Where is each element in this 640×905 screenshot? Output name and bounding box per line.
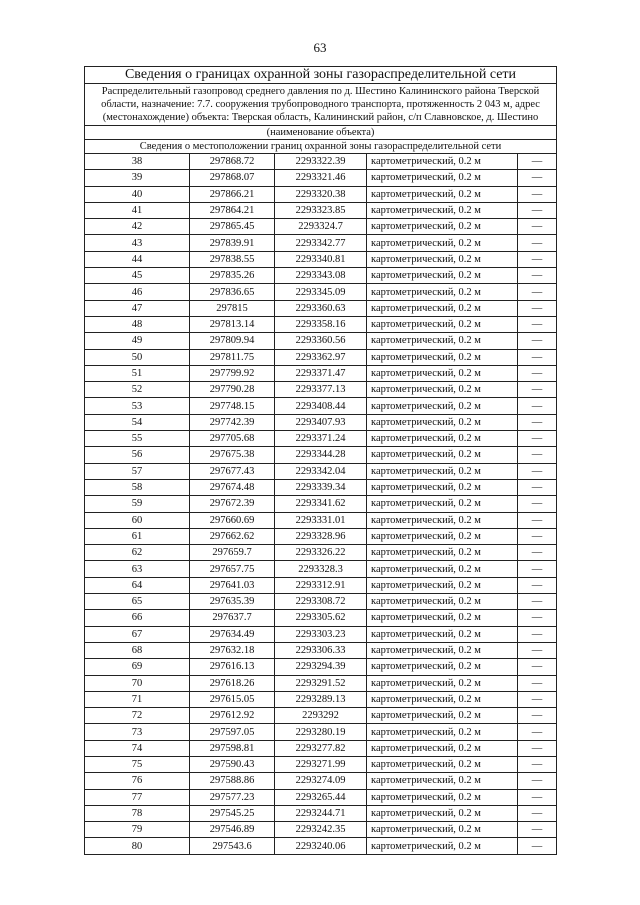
y-coordinate-cell: 2293328.96 xyxy=(275,528,367,544)
point-number-cell: 71 xyxy=(85,691,190,707)
method-cell: картометрический, 0.2 м xyxy=(367,642,518,658)
description-cell: — xyxy=(518,382,557,398)
boundary-table xyxy=(84,66,557,855)
table-row xyxy=(85,724,556,740)
table-row xyxy=(85,479,556,495)
x-coordinate-cell: 297866.21 xyxy=(190,186,275,202)
x-coordinate-cell: 297865.45 xyxy=(190,219,275,235)
x-coordinate-cell: 297545.25 xyxy=(190,805,275,821)
description-cell: — xyxy=(518,594,557,610)
table-row xyxy=(85,414,556,430)
method-cell: картометрический, 0.2 м xyxy=(367,447,518,463)
point-number-cell: 57 xyxy=(85,463,190,479)
x-coordinate-cell: 297675.38 xyxy=(190,447,275,463)
x-coordinate-cell: 297634.49 xyxy=(190,626,275,642)
method-cell: картометрический, 0.2 м xyxy=(367,202,518,218)
method-cell: картометрический, 0.2 м xyxy=(367,479,518,495)
table-row xyxy=(85,349,556,365)
point-number-cell: 43 xyxy=(85,235,190,251)
x-coordinate-cell: 297612.92 xyxy=(190,708,275,724)
y-coordinate-cell: 2293242.35 xyxy=(275,822,367,838)
description-cell: — xyxy=(518,805,557,821)
method-cell: картометрический, 0.2 м xyxy=(367,365,518,381)
x-coordinate-cell: 297641.03 xyxy=(190,577,275,593)
y-coordinate-cell: 2293306.33 xyxy=(275,642,367,658)
x-coordinate-cell: 297790.28 xyxy=(190,382,275,398)
description-cell: — xyxy=(518,219,557,235)
point-number-cell: 40 xyxy=(85,186,190,202)
table-row xyxy=(85,561,556,577)
y-coordinate-cell: 2293240.06 xyxy=(275,838,367,854)
description-cell: — xyxy=(518,268,557,284)
y-coordinate-cell: 2293362.97 xyxy=(275,349,367,365)
description-cell: — xyxy=(518,756,557,772)
method-cell: картометрический, 0.2 м xyxy=(367,431,518,447)
description-cell: — xyxy=(518,659,557,675)
method-cell: картометрический, 0.2 м xyxy=(367,496,518,512)
method-cell: картометрический, 0.2 м xyxy=(367,528,518,544)
method-cell: картометрический, 0.2 м xyxy=(367,708,518,724)
description-cell: — xyxy=(518,447,557,463)
table-row xyxy=(85,805,556,821)
x-coordinate-cell: 297616.13 xyxy=(190,659,275,675)
x-coordinate-cell: 297836.65 xyxy=(190,284,275,300)
method-cell: картометрический, 0.2 м xyxy=(367,805,518,821)
description-cell: — xyxy=(518,202,557,218)
y-coordinate-cell: 2293377.13 xyxy=(275,382,367,398)
y-coordinate-cell: 2293277.82 xyxy=(275,740,367,756)
description-cell: — xyxy=(518,431,557,447)
description-cell: — xyxy=(518,365,557,381)
point-number-cell: 49 xyxy=(85,333,190,349)
method-cell: картометрический, 0.2 м xyxy=(367,154,518,170)
table-row xyxy=(85,235,556,251)
x-coordinate-cell: 297839.91 xyxy=(190,235,275,251)
description-cell: — xyxy=(518,398,557,414)
description-cell: — xyxy=(518,822,557,838)
description-cell: — xyxy=(518,724,557,740)
point-number-cell: 63 xyxy=(85,561,190,577)
table-row xyxy=(85,626,556,642)
point-number-cell: 56 xyxy=(85,447,190,463)
table-row xyxy=(85,268,556,284)
method-cell: картометрический, 0.2 м xyxy=(367,545,518,561)
method-cell: картометрический, 0.2 м xyxy=(367,170,518,186)
point-number-cell: 73 xyxy=(85,724,190,740)
table-row xyxy=(85,528,556,544)
table-row xyxy=(85,756,556,772)
x-coordinate-cell: 297813.14 xyxy=(190,316,275,332)
point-number-cell: 79 xyxy=(85,822,190,838)
y-coordinate-cell: 2293342.77 xyxy=(275,235,367,251)
method-cell: картометрический, 0.2 м xyxy=(367,756,518,772)
y-coordinate-cell: 2293294.39 xyxy=(275,659,367,675)
point-number-cell: 77 xyxy=(85,789,190,805)
x-coordinate-cell: 297659.7 xyxy=(190,545,275,561)
y-coordinate-cell: 2293342.04 xyxy=(275,463,367,479)
table-row xyxy=(85,447,556,463)
description-cell: — xyxy=(518,708,557,724)
y-coordinate-cell: 2293344.28 xyxy=(275,447,367,463)
description-cell: — xyxy=(518,561,557,577)
description-cell: — xyxy=(518,251,557,267)
x-coordinate-cell: 297660.69 xyxy=(190,512,275,528)
x-coordinate-cell: 297635.39 xyxy=(190,594,275,610)
table-row xyxy=(85,170,556,186)
table-row xyxy=(85,659,556,675)
y-coordinate-cell: 2293340.81 xyxy=(275,251,367,267)
x-coordinate-cell: 297799.92 xyxy=(190,365,275,381)
location-subheader: Сведения о местоположении границ охранной зоны газораспределительной сети xyxy=(85,140,556,154)
y-coordinate-cell: 2293358.16 xyxy=(275,316,367,332)
method-cell: картометрический, 0.2 м xyxy=(367,382,518,398)
point-number-cell: 41 xyxy=(85,202,190,218)
y-coordinate-cell: 2293289.13 xyxy=(275,691,367,707)
point-number-cell: 45 xyxy=(85,268,190,284)
description-cell: — xyxy=(518,284,557,300)
description-cell: — xyxy=(518,610,557,626)
point-number-cell: 54 xyxy=(85,414,190,430)
description-cell: — xyxy=(518,512,557,528)
y-coordinate-cell: 2293280.19 xyxy=(275,724,367,740)
x-coordinate-cell: 297868.72 xyxy=(190,154,275,170)
y-coordinate-cell: 2293326.22 xyxy=(275,545,367,561)
x-coordinate-cell: 297809.94 xyxy=(190,333,275,349)
coordinates-table xyxy=(85,154,556,854)
description-cell: — xyxy=(518,577,557,593)
method-cell: картометрический, 0.2 м xyxy=(367,594,518,610)
point-number-cell: 52 xyxy=(85,382,190,398)
x-coordinate-cell: 297615.05 xyxy=(190,691,275,707)
point-number-cell: 72 xyxy=(85,708,190,724)
description-cell: — xyxy=(518,675,557,691)
method-cell: картометрический, 0.2 м xyxy=(367,626,518,642)
method-cell: картометрический, 0.2 м xyxy=(367,414,518,430)
description-cell: — xyxy=(518,496,557,512)
method-cell: картометрический, 0.2 м xyxy=(367,512,518,528)
x-coordinate-cell: 297815 xyxy=(190,300,275,316)
table-row xyxy=(85,202,556,218)
point-number-cell: 75 xyxy=(85,756,190,772)
y-coordinate-cell: 2293331.01 xyxy=(275,512,367,528)
description-cell: — xyxy=(518,838,557,854)
y-coordinate-cell: 2293339.34 xyxy=(275,479,367,495)
table-row xyxy=(85,431,556,447)
x-coordinate-cell: 297597.05 xyxy=(190,724,275,740)
x-coordinate-cell: 297674.48 xyxy=(190,479,275,495)
description-cell: — xyxy=(518,528,557,544)
table-row xyxy=(85,512,556,528)
table-row xyxy=(85,382,556,398)
point-number-cell: 61 xyxy=(85,528,190,544)
description-cell: — xyxy=(518,414,557,430)
table-row xyxy=(85,577,556,593)
method-cell: картометрический, 0.2 м xyxy=(367,561,518,577)
description-cell: — xyxy=(518,626,557,642)
point-number-cell: 48 xyxy=(85,316,190,332)
point-number-cell: 70 xyxy=(85,675,190,691)
description-cell: — xyxy=(518,235,557,251)
point-number-cell: 38 xyxy=(85,154,190,170)
y-coordinate-cell: 2293308.72 xyxy=(275,594,367,610)
y-coordinate-cell: 2293271.99 xyxy=(275,756,367,772)
method-cell: картометрический, 0.2 м xyxy=(367,724,518,740)
description-cell: — xyxy=(518,479,557,495)
x-coordinate-cell: 297868.07 xyxy=(190,170,275,186)
point-number-cell: 39 xyxy=(85,170,190,186)
point-number-cell: 66 xyxy=(85,610,190,626)
table-row xyxy=(85,789,556,805)
description-cell: — xyxy=(518,463,557,479)
y-coordinate-cell: 2293303.23 xyxy=(275,626,367,642)
point-number-cell: 51 xyxy=(85,365,190,381)
point-number-cell: 42 xyxy=(85,219,190,235)
y-coordinate-cell: 2293265.44 xyxy=(275,789,367,805)
table-row xyxy=(85,675,556,691)
point-number-cell: 59 xyxy=(85,496,190,512)
x-coordinate-cell: 297748.15 xyxy=(190,398,275,414)
method-cell: картометрический, 0.2 м xyxy=(367,235,518,251)
y-coordinate-cell: 2293407.93 xyxy=(275,414,367,430)
description-line: (местонахождение) объекта: Тверская область, Калининский район, с/п Славновское, д. Шестино xyxy=(102,112,539,123)
method-cell: картометрический, 0.2 м xyxy=(367,822,518,838)
x-coordinate-cell: 297811.75 xyxy=(190,349,275,365)
y-coordinate-cell: 2293312.91 xyxy=(275,577,367,593)
method-cell: картометрический, 0.2 м xyxy=(367,398,518,414)
x-coordinate-cell: 297864.21 xyxy=(190,202,275,218)
table-row xyxy=(85,594,556,610)
description-cell: — xyxy=(518,642,557,658)
y-coordinate-cell: 2293328.3 xyxy=(275,561,367,577)
x-coordinate-cell: 297543.6 xyxy=(190,838,275,854)
y-coordinate-cell: 2293360.56 xyxy=(275,333,367,349)
description-cell: — xyxy=(518,170,557,186)
method-cell: картометрический, 0.2 м xyxy=(367,675,518,691)
table-row xyxy=(85,838,556,854)
table-row xyxy=(85,610,556,626)
method-cell: картометрический, 0.2 м xyxy=(367,838,518,854)
x-coordinate-cell: 297662.62 xyxy=(190,528,275,544)
table-row xyxy=(85,365,556,381)
point-number-cell: 80 xyxy=(85,838,190,854)
table-row xyxy=(85,186,556,202)
y-coordinate-cell: 2293322.39 xyxy=(275,154,367,170)
y-coordinate-cell: 2293244.71 xyxy=(275,805,367,821)
method-cell: картометрический, 0.2 м xyxy=(367,333,518,349)
y-coordinate-cell: 2293408.44 xyxy=(275,398,367,414)
method-cell: картометрический, 0.2 м xyxy=(367,463,518,479)
table-row xyxy=(85,333,556,349)
method-cell: картометрический, 0.2 м xyxy=(367,740,518,756)
method-cell: картометрический, 0.2 м xyxy=(367,219,518,235)
x-coordinate-cell: 297742.39 xyxy=(190,414,275,430)
y-coordinate-cell: 2293321.46 xyxy=(275,170,367,186)
x-coordinate-cell: 297618.26 xyxy=(190,675,275,691)
table-row xyxy=(85,691,556,707)
point-number-cell: 62 xyxy=(85,545,190,561)
table-row xyxy=(85,284,556,300)
object-description xyxy=(85,84,556,126)
point-number-cell: 65 xyxy=(85,594,190,610)
point-number-cell: 44 xyxy=(85,251,190,267)
x-coordinate-cell: 297838.55 xyxy=(190,251,275,267)
x-coordinate-cell: 297590.43 xyxy=(190,756,275,772)
x-coordinate-cell: 297657.75 xyxy=(190,561,275,577)
table-row xyxy=(85,642,556,658)
y-coordinate-cell: 2293371.47 xyxy=(275,365,367,381)
point-number-cell: 58 xyxy=(85,479,190,495)
x-coordinate-cell: 297546.89 xyxy=(190,822,275,838)
point-number-cell: 78 xyxy=(85,805,190,821)
point-number-cell: 67 xyxy=(85,626,190,642)
method-cell: картометрический, 0.2 м xyxy=(367,300,518,316)
table-title: Сведения о границах охранной зоны газораспределительной сети xyxy=(85,67,556,84)
y-coordinate-cell: 2293343.08 xyxy=(275,268,367,284)
y-coordinate-cell: 2293341.62 xyxy=(275,496,367,512)
x-coordinate-cell: 297835.26 xyxy=(190,268,275,284)
point-number-cell: 47 xyxy=(85,300,190,316)
description-cell: — xyxy=(518,545,557,561)
description-cell: — xyxy=(518,773,557,789)
x-coordinate-cell: 297632.18 xyxy=(190,642,275,658)
x-coordinate-cell: 297637.7 xyxy=(190,610,275,626)
point-number-cell: 74 xyxy=(85,740,190,756)
point-number-cell: 68 xyxy=(85,642,190,658)
table-row xyxy=(85,545,556,561)
y-coordinate-cell: 2293360.63 xyxy=(275,300,367,316)
method-cell: картометрический, 0.2 м xyxy=(367,251,518,267)
point-number-cell: 64 xyxy=(85,577,190,593)
y-coordinate-cell: 2293324.7 xyxy=(275,219,367,235)
description-cell: — xyxy=(518,300,557,316)
method-cell: картометрический, 0.2 м xyxy=(367,316,518,332)
y-coordinate-cell: 2293345.09 xyxy=(275,284,367,300)
x-coordinate-cell: 297588.86 xyxy=(190,773,275,789)
description-cell: — xyxy=(518,316,557,332)
method-cell: картометрический, 0.2 м xyxy=(367,659,518,675)
table-row xyxy=(85,300,556,316)
y-coordinate-cell: 2293305.62 xyxy=(275,610,367,626)
description-line: Распределительный газопровод среднего давления по д. Шестино Калининского района Тверской xyxy=(101,86,540,97)
y-coordinate-cell: 2293291.52 xyxy=(275,675,367,691)
method-cell: картометрический, 0.2 м xyxy=(367,284,518,300)
x-coordinate-cell: 297672.39 xyxy=(190,496,275,512)
point-number-cell: 50 xyxy=(85,349,190,365)
table-row xyxy=(85,463,556,479)
y-coordinate-cell: 2293323.85 xyxy=(275,202,367,218)
point-number-cell: 55 xyxy=(85,431,190,447)
y-coordinate-cell: 2293274.09 xyxy=(275,773,367,789)
point-number-cell: 76 xyxy=(85,773,190,789)
method-cell: картометрический, 0.2 м xyxy=(367,691,518,707)
method-cell: картометрический, 0.2 м xyxy=(367,577,518,593)
method-cell: картометрический, 0.2 м xyxy=(367,268,518,284)
table-row xyxy=(85,251,556,267)
table-row xyxy=(85,708,556,724)
point-number-cell: 60 xyxy=(85,512,190,528)
table-row xyxy=(85,219,556,235)
x-coordinate-cell: 297677.43 xyxy=(190,463,275,479)
table-row xyxy=(85,496,556,512)
table-row xyxy=(85,740,556,756)
x-coordinate-cell: 297705.68 xyxy=(190,431,275,447)
table-row xyxy=(85,316,556,332)
method-cell: картометрический, 0.2 м xyxy=(367,789,518,805)
y-coordinate-cell: 2293320.38 xyxy=(275,186,367,202)
table-row xyxy=(85,773,556,789)
method-cell: картометрический, 0.2 м xyxy=(367,349,518,365)
point-number-cell: 46 xyxy=(85,284,190,300)
method-cell: картометрический, 0.2 м xyxy=(367,610,518,626)
table-row xyxy=(85,154,556,170)
description-line: области, назначение: 7.7. сооружения трубопроводного транспорта, протяженность 2 043 м, адрес xyxy=(101,99,540,110)
y-coordinate-cell: 2293292 xyxy=(275,708,367,724)
description-cell: — xyxy=(518,186,557,202)
table-row xyxy=(85,822,556,838)
description-cell: — xyxy=(518,740,557,756)
description-cell: — xyxy=(518,349,557,365)
point-number-cell: 53 xyxy=(85,398,190,414)
point-number-cell: 69 xyxy=(85,659,190,675)
table-row xyxy=(85,398,556,414)
page-number: 63 xyxy=(313,40,327,55)
description-cell: — xyxy=(518,154,557,170)
method-cell: картометрический, 0.2 м xyxy=(367,773,518,789)
description-cell: — xyxy=(518,691,557,707)
description-cell: — xyxy=(518,333,557,349)
description-cell: — xyxy=(518,789,557,805)
object-name-caption: (наименование объекта) xyxy=(85,126,556,140)
x-coordinate-cell: 297577.23 xyxy=(190,789,275,805)
method-cell: картометрический, 0.2 м xyxy=(367,186,518,202)
x-coordinate-cell: 297598.81 xyxy=(190,740,275,756)
y-coordinate-cell: 2293371.24 xyxy=(275,431,367,447)
